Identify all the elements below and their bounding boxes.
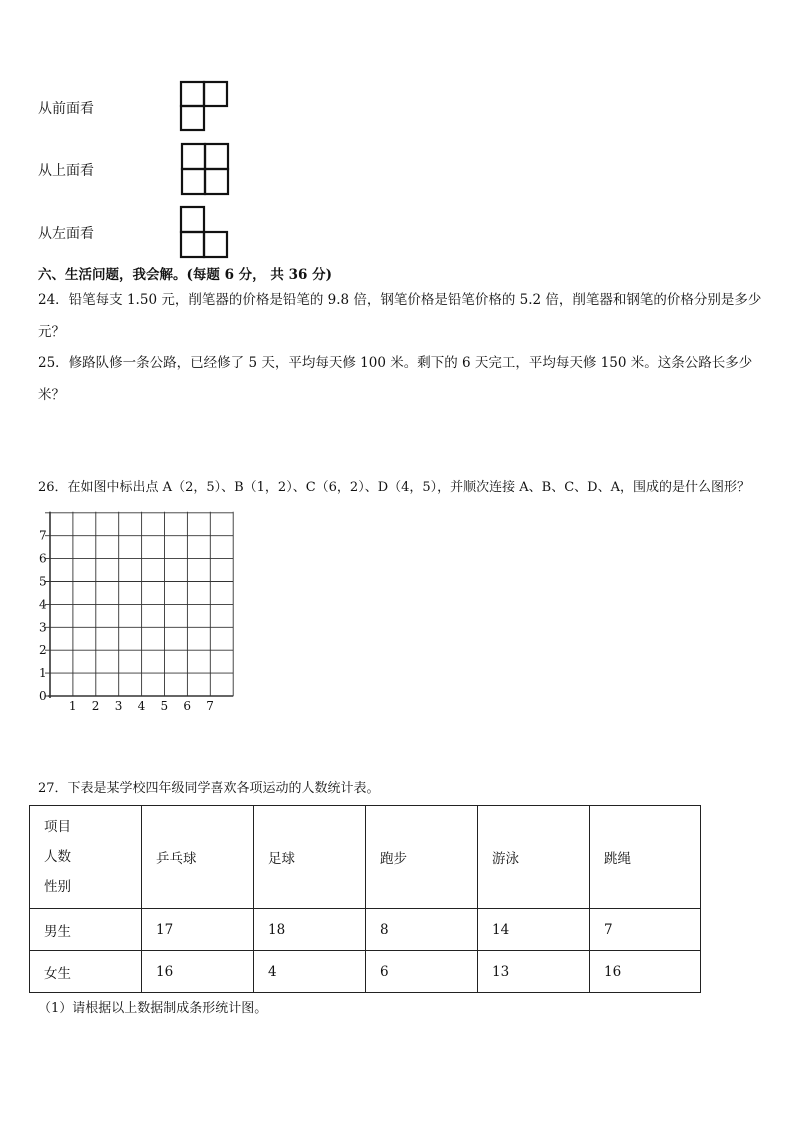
table-cell: 17 (142, 909, 254, 951)
x-tick-label: 2 (91, 699, 100, 712)
column-header: 足球 (254, 806, 366, 909)
column-header: 跑步 (366, 806, 478, 909)
table-cell: 13 (478, 951, 590, 993)
view-label-left: 从左面看 (38, 226, 94, 242)
question-26: 26．在如图中标出点 A（2，5）、B（1，2）、C（6，2）、D（4，5），并顺次连接 A、B、C、D、A，围成的是什么图形？ (38, 480, 750, 495)
top-view-figure (178, 141, 234, 197)
table-cell: 8 (366, 909, 478, 951)
column-header: 跳绳 (590, 806, 701, 909)
x-tick-label: 3 (114, 699, 123, 712)
left-view-figure (178, 204, 234, 262)
question-25-line2: 米？ (38, 387, 65, 403)
table-row (30, 909, 701, 951)
header-gender-label: 性别 (44, 879, 71, 895)
question-25-line1: 25．修路队修一条公路，已经修了 5 天，平均每天修 100 米。剩下的 6 天完工，平均每天修 150 米。这条公路长多少 (38, 355, 753, 371)
table-cell: 16 (142, 951, 254, 993)
table-cell: 14 (478, 909, 590, 951)
row-label: 男生 (30, 909, 142, 951)
question-27-subpart: （1）请根据以上数据制成条形统计图。 (38, 1001, 268, 1016)
front-view-figure (178, 79, 232, 135)
column-header: 游泳 (478, 806, 590, 909)
table-cell: 7 (590, 909, 701, 951)
view-label-front: 从前面看 (38, 101, 94, 117)
table-cell: 16 (590, 951, 701, 993)
question-24-line2: 元？ (38, 324, 65, 340)
sports-stats-table (29, 805, 701, 993)
y-tick-label: 4 (39, 597, 47, 612)
table-cell: 18 (254, 909, 366, 951)
y-tick-label: 6 (39, 551, 47, 566)
table-row (30, 951, 701, 993)
header-count-label: 人数 (44, 849, 71, 865)
x-tick-label: 7 (206, 699, 214, 712)
y-tick-label: 2 (39, 643, 47, 658)
question-24-line1: 24．铅笔每支 1.50 元，削笔器的价格是铅笔的 9.8 倍，钢笔价格是铅笔价格的 5.2 倍，削笔器和钢笔的价格分别是多少 (38, 292, 762, 308)
column-header: 乒乓球 (142, 806, 254, 909)
y-tick-label: 5 (39, 574, 47, 589)
section-title: 六、生活问题，我会解。(每题 6 分， 共 36 分) (38, 267, 332, 283)
x-tick-label: 1 (68, 699, 77, 712)
question-27: 27．下表是某学校四年级同学喜欢各项运动的人数统计表。 (38, 781, 380, 796)
x-tick-label: 0 (39, 689, 47, 703)
table-header-diagonal-cell (30, 806, 142, 909)
x-tick-label: 4 (137, 699, 146, 712)
y-tick-label: 3 (39, 620, 47, 635)
view-label-top: 从上面看 (38, 163, 94, 179)
x-tick-label: 5 (160, 699, 169, 712)
header-item-label: 项目 (44, 819, 71, 835)
coordinate-grid (34, 506, 244, 712)
y-tick-label: 1 (39, 666, 47, 681)
y-tick-label: 7 (39, 528, 47, 543)
table-cell: 4 (254, 951, 366, 993)
x-tick-label: 6 (183, 699, 192, 712)
table-cell: 6 (366, 951, 478, 993)
row-label: 女生 (30, 951, 142, 993)
